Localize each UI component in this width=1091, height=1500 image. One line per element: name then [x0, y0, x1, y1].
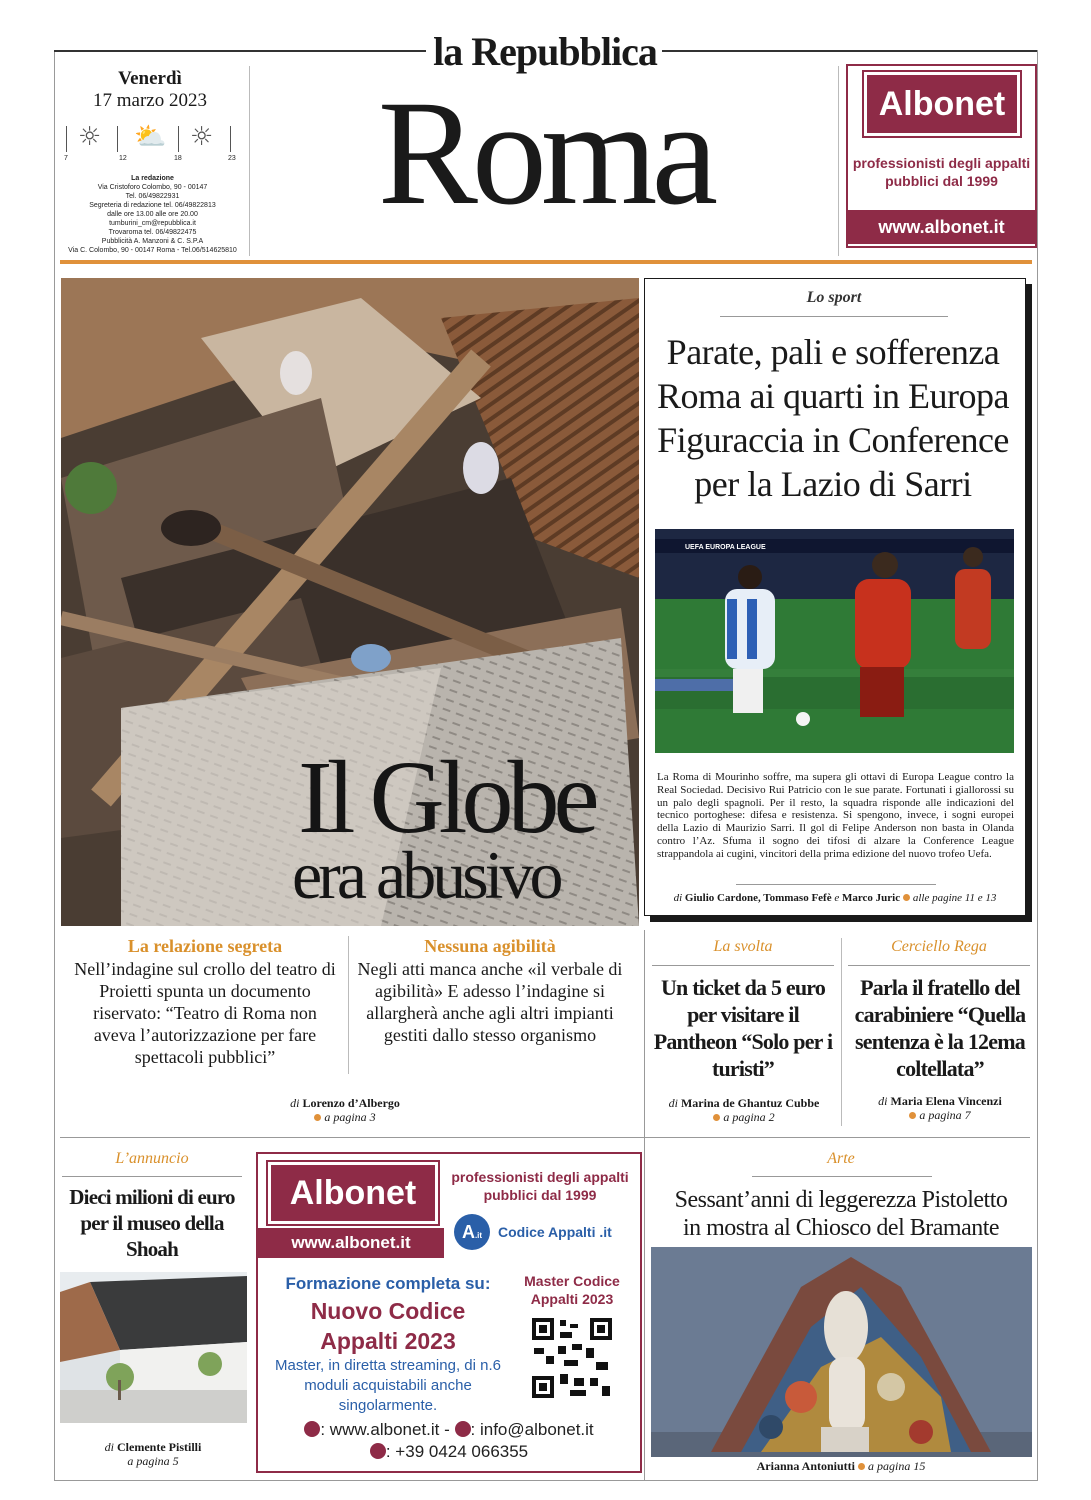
match-scene	[655, 529, 1014, 753]
contact-web[interactable]: : www.albonet.it -	[320, 1420, 450, 1439]
byline-author: Marina de Ghantuz Cubbe	[680, 1096, 820, 1110]
masthead-frame-left	[54, 50, 55, 1480]
col2-text: Negli atti manca anche «il verbale di agibilità» E adesso l’indagine si allargherà anche agli altri impianti gestiti dallo stesso organismo	[357, 959, 623, 1045]
contact-phone[interactable]: : +39 0424 066355	[385, 1442, 529, 1461]
sport-byline-rule	[736, 884, 936, 885]
arte-headline-line: Sessant’anni di leggerezza Pistoletto	[674, 1187, 1008, 1213]
albonet-url[interactable]: www.albonet.it	[258, 1228, 444, 1258]
byline-page: a pagina 15	[868, 1459, 926, 1473]
cerciello-kicker: Cerciello Rega	[891, 938, 987, 955]
formazione-label: Formazione completa su:	[285, 1274, 491, 1293]
sport-kicker: Lo sport	[806, 289, 862, 306]
mail-icon	[455, 1421, 471, 1437]
cerciello-rule	[848, 965, 1030, 966]
bullet-dot	[713, 1114, 720, 1121]
main-byline	[200, 1096, 490, 1111]
cerciello-headline: Parla il fratello del carabiniere “Quella sentenza è la 12ema coltellata”	[854, 975, 1026, 1081]
main-headline-1: Il Globe	[298, 740, 594, 855]
phone-icon	[370, 1443, 386, 1459]
svolta-byline-page	[646, 1110, 842, 1125]
date-block	[60, 68, 240, 112]
sport-headline-line: per la Lazio di Sarri	[694, 464, 972, 504]
redazione-title: La redazione	[131, 175, 174, 182]
row-divider	[60, 1137, 1030, 1138]
sport-kicker-rule	[720, 316, 948, 317]
byline-page: a pagina 2	[723, 1110, 775, 1124]
master-description: Master, in diretta streaming, di n.6 moduli acquistabili anche singolarmente.	[275, 1357, 501, 1414]
temp-high-2: 18	[174, 155, 182, 162]
byline-e: e	[834, 892, 840, 904]
arte-rule	[752, 1176, 932, 1177]
codice-label: Codice Appalti .it	[498, 1224, 612, 1240]
main-byline-page	[200, 1110, 490, 1125]
col1-text: Nell’indagine sul crollo del teatro di Proietti spunta un documento riservato: “Teatro di Roma non aveva l’autorizzazione per fare spettacoli pubblici”	[74, 959, 336, 1067]
albonet-ad-top[interactable]	[846, 64, 1037, 248]
byline-author: Arianna Antoniutti	[756, 1459, 855, 1473]
masthead-orange-band	[60, 260, 1032, 264]
weather-bar	[178, 126, 179, 152]
redazione-info	[60, 174, 245, 255]
redazione-line: Pubblicità A. Manzoni & C. S.P.A	[101, 238, 204, 245]
contact-email[interactable]: : info@albonet.it	[470, 1420, 594, 1439]
master-label: Master Codice Appalti 2023	[524, 1273, 620, 1307]
temp-low-1: 7	[64, 155, 68, 162]
annuncio-rule	[62, 1176, 242, 1177]
page-bottom-rule	[54, 1480, 1038, 1481]
byline-di: di	[673, 892, 683, 904]
svolta-kicker: La svolta	[713, 938, 773, 955]
redazione-line: Segreteria di redazione tel. 06/49822813	[89, 202, 216, 209]
svolta-headline: Un ticket da 5 euro per visitare il Pantheon “Solo per i turisti”	[653, 975, 833, 1081]
masthead-rule-left	[54, 50, 426, 52]
artwork-scene	[651, 1247, 1032, 1457]
codice-appalti-logo	[454, 1214, 634, 1254]
redazione-line: Trovaroma tel. 06/49822475	[108, 229, 197, 236]
redazione-line: dalle ore 13.00 alle ore 20.00	[107, 211, 198, 218]
sun-icon: ☼	[190, 122, 214, 152]
qr-code-graphic	[530, 1316, 614, 1400]
venus-of-rags-photo	[651, 1247, 1032, 1457]
albonet-url[interactable]: www.albonet.it	[848, 210, 1035, 244]
sport-body: La Roma di Mourinho soffre, ma supera gli ottavi di Europa League contro la Real Sociedad. Decisivo Rui Patricio con le sue parate. Fortunati i giallorossi su un palo degli spagnoli. Per il resto, la squadra risponde alle indicazioni del tecnico portoghese: difesa e resistenza. Si spengono, invece, i sogni europei della Lazio di Maurizio Sarri. Il gol di Felipe Anderson non basta in Olanda contro l’Az. Sfuma il sogno dei tifosi di alzare la Conference League strappandola ai cugini, vincitori della prima edizione del nuovo trofeo Uefa.	[657, 771, 1014, 860]
section-divider	[644, 930, 645, 1138]
globe-icon	[304, 1421, 320, 1437]
byline-authors: Giulio Cardone, Tommaso Fefè	[684, 892, 832, 904]
svolta-divider	[841, 938, 842, 1126]
football-match-photo	[655, 529, 1014, 753]
sport-headline-line: Parate, pali e sofferenza	[666, 332, 1000, 372]
ad-divider	[838, 66, 839, 256]
byline-di: di	[290, 1096, 300, 1110]
masthead-frame-right	[1037, 50, 1038, 1480]
arte-headline-line: in mostra al Chiosco del Bramante	[682, 1215, 1000, 1241]
arte-kicker: Arte	[827, 1150, 855, 1167]
weather-bar	[117, 126, 118, 152]
weather-bar	[230, 126, 231, 152]
date-day: Venerdì	[118, 68, 182, 89]
cloud-sun-icon: ⛅	[134, 122, 167, 152]
col2-kicker: Nessuna agibilità	[424, 936, 556, 956]
bullet-dot	[858, 1463, 865, 1470]
byline-di: di	[878, 1094, 888, 1108]
contact-line-2	[268, 1442, 630, 1462]
redazione-line: Tel. 06/49822931	[125, 193, 180, 200]
sport-headline	[648, 330, 1018, 506]
annuncio-headline: Dieci milioni di euro per il museo della Shoah	[69, 1185, 235, 1261]
edition-city: Roma	[377, 70, 713, 236]
byline-author: Lorenzo d’Albergo	[302, 1096, 400, 1110]
codice-logo-circle	[454, 1214, 490, 1250]
weather-bar	[66, 126, 67, 152]
albonet-tagline: professionisti degli appalti pubblici dal 1999	[451, 1169, 629, 1203]
contact-line-1	[268, 1420, 630, 1440]
masthead-rule-right	[662, 50, 1037, 52]
byline-di: di	[668, 1096, 678, 1110]
sport-headline-line: Figuraccia in Conference	[657, 420, 1009, 460]
byline-author: Marco Juric	[841, 892, 901, 904]
weather-strip	[60, 118, 245, 164]
bullet-dot	[903, 894, 910, 901]
temp-high-1: 12	[119, 155, 127, 162]
cerciello-byline	[843, 1094, 1037, 1109]
cerciello-byline-page	[843, 1108, 1037, 1123]
byline-author: Maria Elena Vincenzi	[890, 1094, 1002, 1108]
arte-byline	[650, 1459, 1032, 1474]
svolta-byline	[646, 1096, 842, 1111]
newspaper-brand: la Repubblica	[433, 29, 657, 74]
arte-headline	[650, 1186, 1032, 1242]
col1-kicker: La relazione segreta	[127, 936, 283, 956]
albonet-ad-bottom[interactable]	[256, 1152, 642, 1473]
nuovo-codice-line2: Appalti 2023	[320, 1328, 456, 1354]
annuncio-byline	[58, 1440, 248, 1455]
byline-di: di	[104, 1440, 115, 1454]
bullet-dot	[909, 1112, 916, 1119]
museum-scene	[60, 1272, 247, 1423]
byline-page: a pagina 7	[919, 1108, 971, 1122]
bullet-dot	[314, 1114, 321, 1121]
annuncio-kicker: L’annuncio	[115, 1150, 189, 1167]
main-headline-2: era abusivo	[292, 837, 560, 913]
byline-page: a pagina 3	[324, 1110, 376, 1124]
nuovo-codice-line1: Nuovo Codice	[310, 1298, 466, 1324]
date-divider	[249, 66, 250, 256]
albonet-tagline: professionisti degli appalti pubblici dal 1999	[852, 155, 1031, 189]
albonet-logo: Albonet	[864, 72, 1020, 136]
annuncio-byline-page: a pagina 5	[127, 1454, 179, 1468]
arte-divider	[644, 1137, 645, 1480]
sport-headline-line: Roma ai quarti in Europa	[657, 376, 1009, 416]
codice-logo-sub: .it	[474, 1231, 483, 1240]
col-divider	[348, 936, 349, 1074]
redazione-line: Via C. Colombo, 90 - 00147 Roma - Tel.06/514625810	[68, 247, 237, 254]
shoah-museum-render	[60, 1272, 247, 1423]
svolta-rule	[652, 965, 834, 966]
redazione-line: Via Cristoforo Colombo, 90 - 00147	[97, 184, 208, 191]
sport-byline	[646, 892, 1024, 904]
codice-logo-letter: A	[461, 1222, 475, 1242]
byline-author: Clemente Pistilli	[117, 1440, 202, 1454]
albonet-logo: Albonet	[268, 1162, 438, 1224]
date-full: 17 marzo 2023	[93, 90, 207, 111]
qr-code[interactable]	[530, 1316, 614, 1400]
temp-high-3: 23	[228, 155, 236, 162]
byline-page: alle pagine 11 e 13	[912, 892, 997, 904]
sun-icon: ☼	[78, 122, 102, 152]
photo-banner: UEFA EUROPA LEAGUE	[685, 544, 766, 551]
redazione-line: tumburini_cm@repubblica.it	[109, 220, 196, 227]
